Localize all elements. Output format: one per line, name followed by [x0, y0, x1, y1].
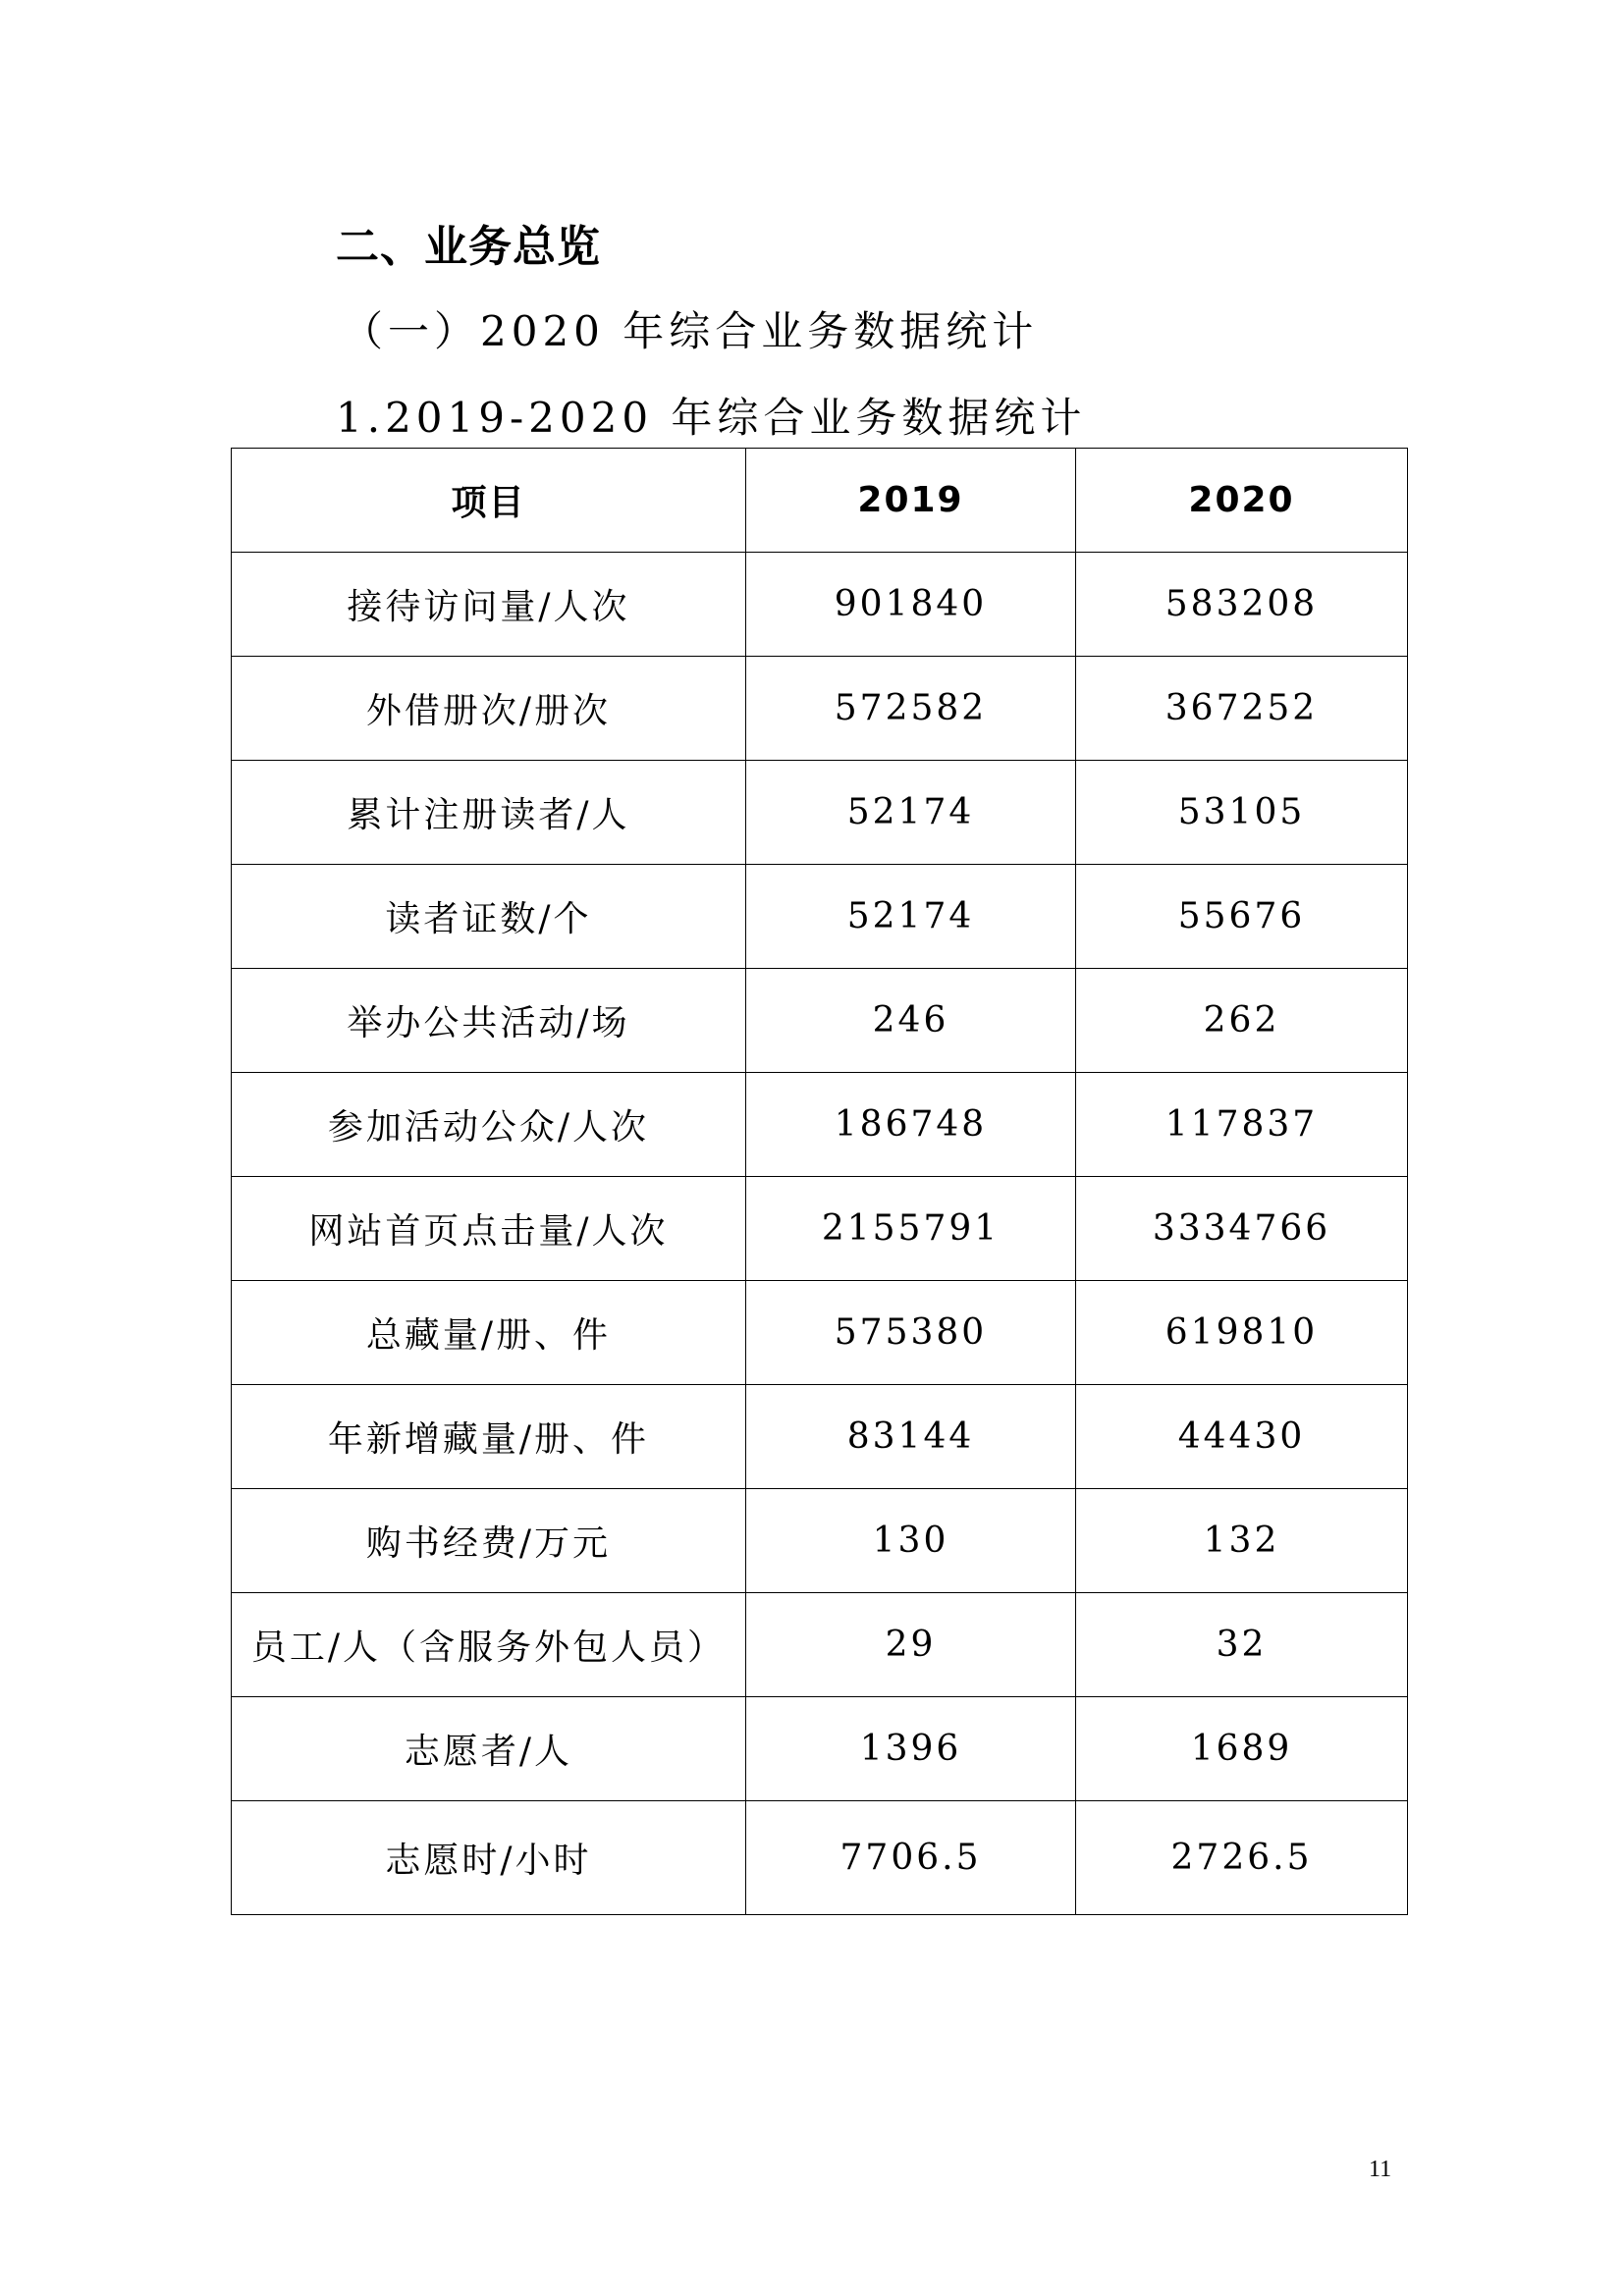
value-2020-cell: 1689 — [1076, 1697, 1408, 1801]
value-2020-cell: 55676 — [1076, 865, 1408, 969]
value-2020-cell: 132 — [1076, 1489, 1408, 1593]
value-2020-cell: 619810 — [1076, 1281, 1408, 1385]
value-2019-cell: 575380 — [746, 1281, 1076, 1385]
table-row — [232, 1281, 1408, 1385]
item-cell: 累计注册读者/人 — [232, 761, 746, 865]
table-header-row — [232, 449, 1408, 553]
table-row — [232, 1697, 1408, 1801]
table-row — [232, 1489, 1408, 1593]
value-2020-cell: 2726.5 — [1076, 1801, 1408, 1915]
table-row — [232, 1801, 1408, 1915]
item-cell: 参加活动公众/人次 — [232, 1073, 746, 1177]
table-row — [232, 1385, 1408, 1489]
value-2019-cell: 52174 — [746, 865, 1076, 969]
item-cell: 志愿者/人 — [232, 1697, 746, 1801]
value-2019-cell: 901840 — [746, 553, 1076, 657]
table-row — [232, 969, 1408, 1073]
item-cell: 总藏量/册、件 — [232, 1281, 746, 1385]
value-2019-cell: 52174 — [746, 761, 1076, 865]
value-2020-cell: 262 — [1076, 969, 1408, 1073]
item-cell: 接待访问量/人次 — [232, 553, 746, 657]
table-row — [232, 657, 1408, 761]
subsection-heading: （一）2020 年综合业务数据统计 — [342, 307, 1039, 355]
value-2019-cell: 83144 — [746, 1385, 1076, 1489]
header-item: 项目 — [232, 449, 746, 553]
table-row — [232, 761, 1408, 865]
item-cell: 读者证数/个 — [232, 865, 746, 969]
value-2019-cell: 2155791 — [746, 1177, 1076, 1281]
value-2020-cell: 53105 — [1076, 761, 1408, 865]
value-2019-cell: 29 — [746, 1593, 1076, 1697]
item-cell: 网站首页点击量/人次 — [232, 1177, 746, 1281]
header-2020: 2020 — [1076, 449, 1408, 553]
value-2020-cell: 3334766 — [1076, 1177, 1408, 1281]
value-2020-cell: 44430 — [1076, 1385, 1408, 1489]
table-row — [232, 553, 1408, 657]
table-caption: 1.2019-2020 年综合业务数据统计 — [336, 394, 1087, 442]
value-2019-cell: 1396 — [746, 1697, 1076, 1801]
value-2019-cell: 186748 — [746, 1073, 1076, 1177]
value-2019-cell: 246 — [746, 969, 1076, 1073]
item-cell: 举办公共活动/场 — [232, 969, 746, 1073]
table-row — [232, 1177, 1408, 1281]
value-2019-cell: 572582 — [746, 657, 1076, 761]
item-cell: 员工/人（含服务外包人员） — [232, 1593, 746, 1697]
header-2019: 2019 — [746, 449, 1076, 553]
item-cell: 购书经费/万元 — [232, 1489, 746, 1593]
value-2020-cell: 583208 — [1076, 553, 1408, 657]
value-2020-cell: 32 — [1076, 1593, 1408, 1697]
value-2019-cell: 7706.5 — [746, 1801, 1076, 1915]
item-cell: 志愿时/小时 — [232, 1801, 746, 1915]
table-row — [232, 1073, 1408, 1177]
item-cell: 年新增藏量/册、件 — [232, 1385, 746, 1489]
statistics-table — [231, 448, 1408, 1915]
table-row — [232, 1593, 1408, 1697]
table-row — [232, 865, 1408, 969]
section-heading: 二、业务总览 — [336, 222, 601, 272]
value-2019-cell: 130 — [746, 1489, 1076, 1593]
page-number: 11 — [1369, 2157, 1392, 2182]
item-cell: 外借册次/册次 — [232, 657, 746, 761]
value-2020-cell: 117837 — [1076, 1073, 1408, 1177]
value-2020-cell: 367252 — [1076, 657, 1408, 761]
